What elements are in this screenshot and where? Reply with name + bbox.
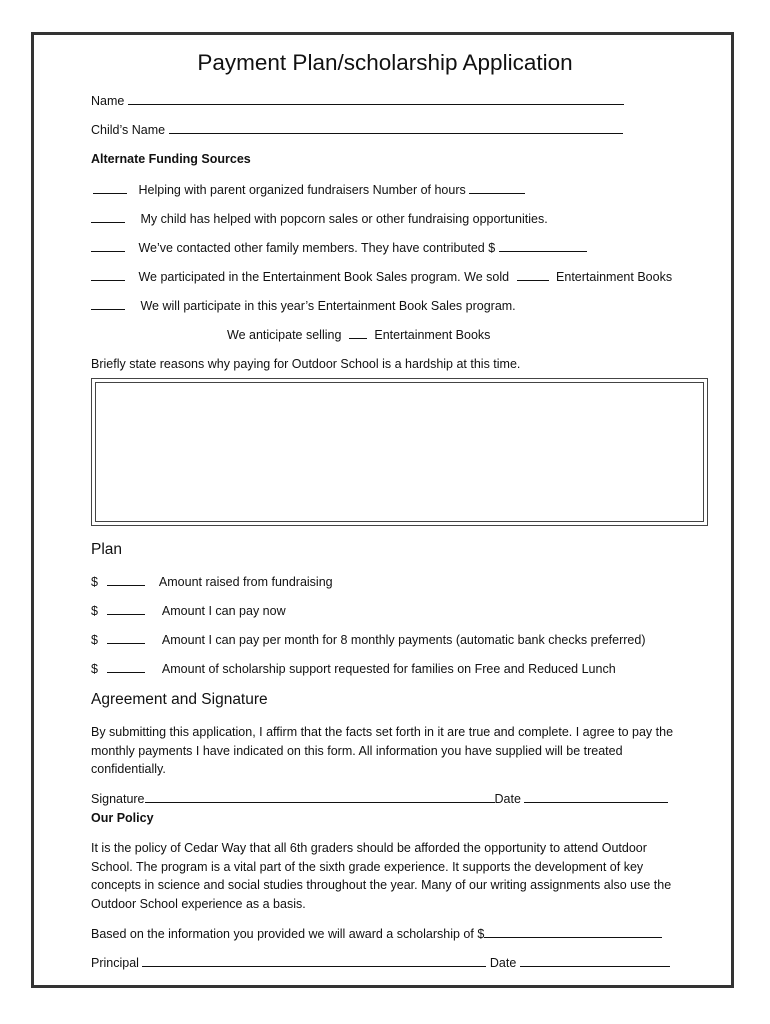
funding-item — [91, 210, 548, 227]
funding-item-text: We will participate in this year’s Entertainment Book Sales program. — [140, 299, 516, 313]
funding-item-text: We participated in the Entertainment Book Sales program. We sold — [138, 270, 510, 284]
currency-symbol: $ — [91, 662, 98, 676]
plan-row-label: Amount of scholarship support requested for families on Free and Reduced Lunch — [161, 662, 616, 676]
policy-text: It is the policy of Cedar Way that all 6th graders should be afforded the opportunity to attend Outdoor School. The program is a vital part of the sixth grade experience. It supports the development of key concepts in science and social studies throughout the year. Many of our writing assignments also use the Outdoor School experience as a basis. — [91, 841, 672, 911]
agreement-heading: Agreement and Signature — [91, 691, 268, 708]
funding-item-text: We’ve contacted other family members. They have contributed $ — [138, 241, 496, 255]
principal-field[interactable] — [142, 954, 486, 967]
award-row — [91, 925, 662, 942]
funding-item-text: My child has helped with popcorn sales or other fundraising opportunities. — [140, 212, 548, 226]
plan-amount-field-3[interactable] — [107, 631, 145, 644]
signature-field[interactable] — [145, 790, 495, 803]
currency-symbol: $ — [91, 604, 98, 618]
hardship-prompt: Briefly state reasons why paying for Outdoor School is a hardship at this time. — [91, 357, 521, 371]
principal-date-field[interactable] — [520, 954, 670, 967]
plan-amount-field-2[interactable] — [107, 602, 145, 615]
hours-field[interactable] — [469, 181, 525, 194]
plan-row-label: Amount I can pay per month for 8 monthly payments (automatic bank checks preferred) — [161, 633, 646, 647]
award-amount-field[interactable] — [484, 925, 662, 938]
name-label: Name — [91, 94, 125, 108]
plan-heading: Plan — [91, 541, 123, 558]
contributed-field[interactable] — [499, 239, 587, 252]
principal-row — [91, 954, 670, 971]
currency-symbol: $ — [91, 575, 98, 589]
page-title: Payment Plan/scholarship Application — [197, 50, 573, 75]
funding-check-2[interactable] — [91, 210, 125, 223]
funding-check-3[interactable] — [91, 239, 125, 252]
books-sold-field[interactable] — [517, 268, 549, 281]
anticipate-text: Entertainment Books — [374, 328, 491, 342]
signature-label: Signature — [91, 792, 145, 806]
funding-item-text: Entertainment Books — [556, 270, 673, 284]
currency-symbol: $ — [91, 633, 98, 647]
funding-item — [91, 239, 587, 256]
name-field[interactable] — [128, 92, 624, 105]
anticipate-text: We anticipate selling — [227, 328, 342, 342]
award-text: Based on the information you provided we will award a scholarship of $ — [91, 927, 485, 941]
name-row — [91, 92, 624, 109]
alt-funding-heading: Alternate Funding Sources — [91, 152, 251, 166]
funding-check-4[interactable] — [91, 268, 125, 281]
plan-row-label: Amount raised from fundraising — [158, 575, 333, 589]
plan-row — [91, 660, 616, 677]
plan-row — [91, 573, 333, 590]
plan-amount-field-4[interactable] — [107, 660, 145, 673]
child-name-field[interactable] — [169, 121, 623, 134]
plan-row — [91, 602, 286, 619]
plan-row-label: Amount I can pay now — [161, 604, 286, 618]
plan-amount-field-1[interactable] — [107, 573, 145, 586]
anticipate-row — [227, 326, 490, 343]
hardship-textbox-inner — [95, 382, 704, 522]
signature-date-field[interactable] — [524, 790, 668, 803]
funding-check-5[interactable] — [91, 297, 125, 310]
principal-label: Principal — [91, 956, 139, 970]
policy-heading: Our Policy — [91, 811, 154, 825]
date-label: Date — [489, 956, 517, 970]
plan-row — [91, 631, 646, 648]
funding-item-text: Helping with parent organized fundraisers Number of hours — [138, 183, 466, 197]
funding-item — [93, 181, 525, 198]
agreement-text: By submitting this application, I affirm that the facts set forth in it are true and complete. I agree to pay the monthly payments I have indicated on this form. All information you have supplied will be treated confidentially. — [91, 725, 674, 776]
funding-check-1[interactable] — [93, 181, 127, 194]
child-name-row — [91, 121, 623, 138]
anticipate-field[interactable] — [349, 326, 367, 339]
hardship-textbox[interactable] — [91, 378, 708, 526]
signature-row — [91, 790, 668, 807]
child-name-label: Child’s Name — [91, 123, 166, 137]
funding-item — [91, 297, 516, 314]
funding-item — [91, 268, 672, 285]
date-label: Date — [494, 792, 521, 806]
